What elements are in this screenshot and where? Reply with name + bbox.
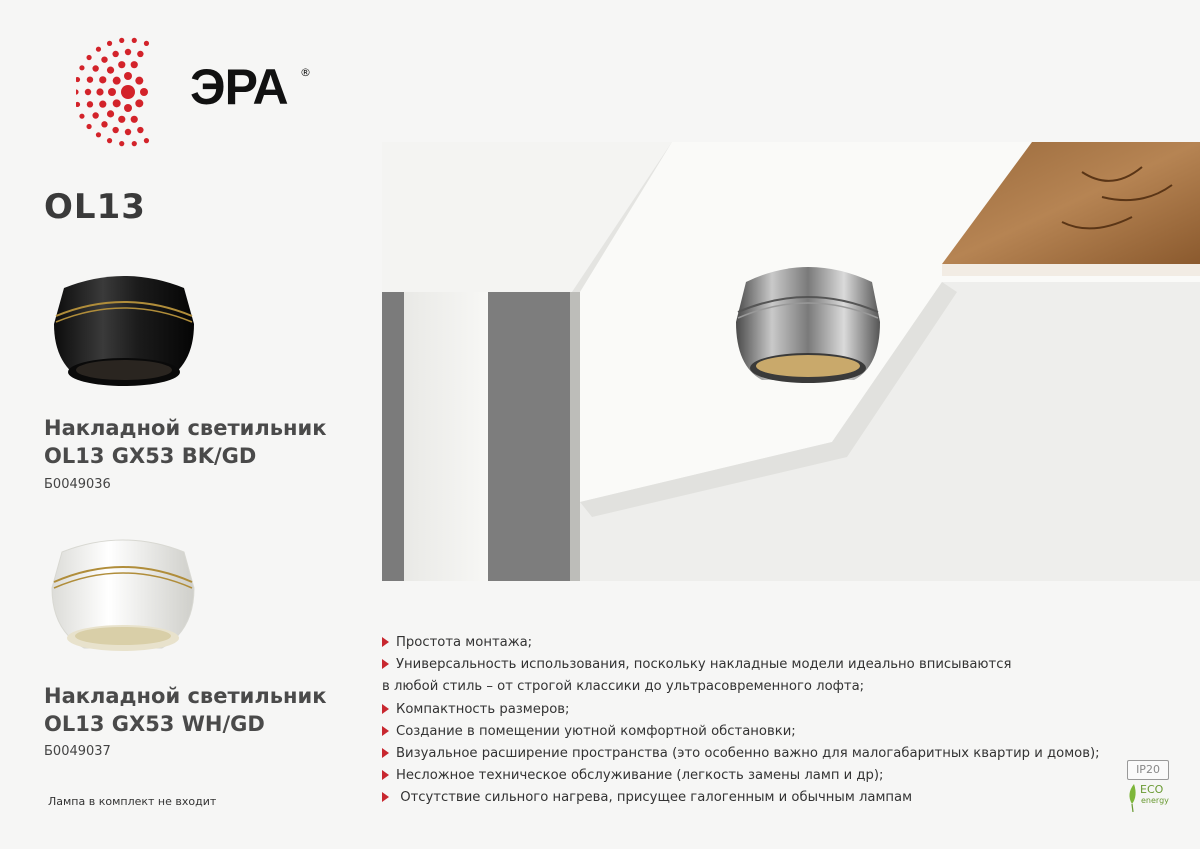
feature-list [382,632,1102,810]
logo-dot [135,77,143,85]
feature-text: Универсальность использования, поскольку накладные модели идеально вписываются [396,657,1012,673]
logo-dot [101,56,107,62]
product-title [44,414,326,470]
logo-dot [144,41,149,46]
feature-text: Компактность размеров; [396,701,570,717]
logo-dot [144,138,149,143]
logo-dot [113,77,121,85]
bullet-arrow-icon [382,770,389,780]
logo-dot [132,38,137,43]
logo-dot [107,138,112,143]
logo-dot [108,88,116,96]
logo-dot [96,88,103,95]
feature-item [382,676,1102,698]
logo-dot [85,89,91,95]
logo-dot [76,102,80,107]
feature-text: Несложное техническое обслуживание (легкость замены ламп и др); [396,768,884,784]
logo-dot [135,99,143,107]
logo-dot [131,116,138,123]
logo-dot [87,101,93,107]
product-title-line2: OL13 GX53 BK/GD [44,444,257,468]
logo-dot [125,49,131,55]
logo-dot [79,65,84,70]
feature-text: Отсутствие сильного нагрева, присущее галогенным и обычным лампам [396,790,913,806]
registered-mark: ® [300,66,311,79]
logo-dot [121,85,135,99]
product-title-line2: OL13 GX53 WH/GD [44,712,265,736]
feature-item [382,632,1102,654]
logo-dot [86,55,91,60]
logo-dot [79,114,84,119]
bullet-arrow-icon [382,748,389,758]
logo-dot [107,41,112,46]
product-title-line1: Накладной светильник [44,416,327,440]
bullet-arrow-icon [382,792,389,802]
logo-dot [118,61,125,68]
logo-dot [140,88,148,96]
logo-dot [132,141,137,146]
feature-text: Визуальное расширение пространства (это особенно важно для малогабаритных квартир и домов); [396,746,1100,762]
logo-dot [101,121,107,127]
logo-dot [92,65,98,71]
model-code: OL13 [44,187,146,227]
bullet-arrow-icon [382,726,389,736]
logo-dot [99,101,106,108]
logo-dot [96,47,101,52]
feature-item [382,743,1102,765]
logo-dot [119,38,124,43]
feature-item [382,699,1102,721]
logo-dot [118,116,125,123]
eco-label: ECO [1140,783,1164,796]
eco-sub-label: energy [1141,796,1169,805]
feature-text: Простота монтажа; [396,635,533,650]
feature-text: Создание в помещении уютной комфортной обстановки; [396,723,796,739]
white-lamp-image [48,530,198,656]
logo-dot [87,76,93,82]
feature-item [382,654,1102,676]
feature-text: в любой стиль – от строгой классики до ультрасовременного лофта; [382,679,865,695]
logo-dot [124,104,132,112]
logo-dot [112,51,118,57]
product-title [44,682,326,738]
logo-dot [113,99,121,107]
bullet-arrow-icon [382,659,389,669]
logo-dot [92,112,98,118]
bullet-arrow-icon [382,637,389,647]
logo-dot [107,110,114,117]
feature-item [382,787,1102,809]
logo-dot [119,141,124,146]
feature-item [382,765,1102,787]
brand-name: ЭРА [190,59,288,115]
logo-dot [137,51,143,57]
logo-dot [124,72,132,80]
ip-rating-badge: IP20 [1127,760,1169,780]
hero-photo [382,142,1200,581]
logo-dot [96,132,101,137]
logo-dot [131,61,138,68]
logo-dot [76,89,79,94]
product-title-line1: Накладной светильник [44,684,327,708]
bullet-arrow-icon [382,704,389,714]
logo-dot [137,127,143,133]
logo-dot [112,127,118,133]
logo-dot [125,129,131,135]
logo-dot [107,67,114,74]
logo-dot [86,124,91,129]
logo-dot [99,76,106,83]
product-sku: Б0049036 [44,477,111,492]
product-sku: Б0049037 [44,744,111,759]
black-lamp-image [50,266,198,390]
lamp-not-included-note: Лампа в комплект не входит [48,795,217,808]
logo-dot [76,77,80,82]
feature-item [382,721,1102,743]
